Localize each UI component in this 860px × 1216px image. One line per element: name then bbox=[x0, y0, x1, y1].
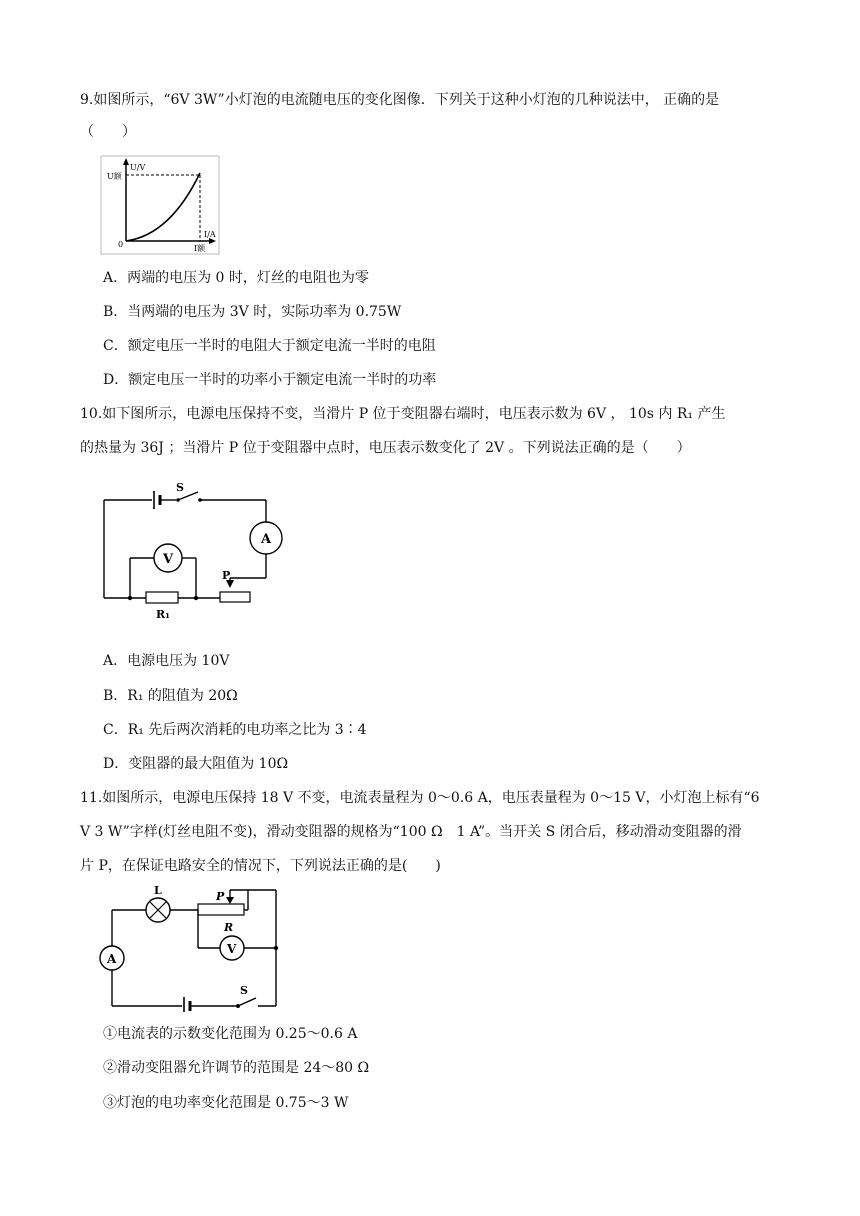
q11-switch-label: S bbox=[240, 984, 248, 997]
q10-circuit bbox=[98, 478, 298, 628]
q11-rheostat-label: R bbox=[224, 921, 234, 934]
q10-option-d: D．变阻器的最大阻值为 10Ω bbox=[103, 756, 289, 772]
q10-switch-label: S bbox=[176, 481, 184, 494]
q10-resistor-r1 bbox=[146, 592, 178, 603]
q9-curve bbox=[126, 173, 200, 241]
q11-switch bbox=[238, 998, 256, 1006]
q9-y-label: U/V bbox=[130, 163, 146, 172]
q9-iu-graph bbox=[100, 155, 220, 255]
q11-stem-line3: 片 P，在保证电路安全的情况下，下列说法正确的是( ) bbox=[80, 858, 441, 874]
q10-stem-line1: 10.如下图所示，电源电压保持不变，当滑片 P 位于变阻器右端时，电压表示数为 6V ， 10s 内 R₁ 产生 bbox=[80, 406, 726, 422]
q9-u-rated-mark: U额 bbox=[107, 172, 122, 181]
q11-rheostat bbox=[198, 904, 244, 915]
q9-option-b: B．当两端的电压为 3V 时，实际功率为 0.75W bbox=[103, 304, 402, 320]
q9-option-a: A．两端的电压为 0 时，灯丝的电阻也为零 bbox=[103, 270, 369, 286]
q11-statement-1: ①电流表的示数变化范围为 0.25～0.6 A bbox=[103, 1026, 358, 1042]
q10-option-a: A．电源电压为 10V bbox=[103, 653, 230, 669]
q9-x-label: I/A bbox=[204, 230, 216, 239]
q10-resistor-label: R₁ bbox=[156, 608, 170, 621]
q11-circuit bbox=[98, 882, 288, 1012]
q11-statement-3: ③灯泡的电功率变化范围是 0.75～3 W bbox=[103, 1095, 349, 1111]
q10-slider-label: P bbox=[222, 569, 231, 582]
q9-origin: 0 bbox=[118, 240, 124, 249]
q10-stem-line2: 的热量为 36J ；当滑片 P 位于变阻器中点时，电压表示数变化了 2V 。下列说法正确的是（ ） bbox=[80, 440, 691, 456]
q11-lamp-label: L bbox=[154, 884, 162, 897]
q9-stem-line1: 9.如图所示，“6V 3W”小灯泡的电流随电压的变化图像．下列关于这种小灯泡的几种说法中， 正确的是 bbox=[80, 92, 720, 108]
q10-option-c: C．R₁ 先后两次消耗的电功率之比为 3∶4 bbox=[103, 722, 367, 738]
q10-rheostat bbox=[220, 592, 250, 602]
q11-stem-line2: V 3 W”字样(灯丝电阻不变)，滑动变阻器的规格为“100 Ω 1 A”。当开关 S 闭合后，移动滑动变阻器的滑 bbox=[80, 824, 742, 840]
q11-voltmeter-label: V bbox=[227, 942, 237, 956]
q10-option-b: B．R₁ 的阻值为 20Ω bbox=[103, 688, 238, 704]
q11-statement-2: ②滑动变阻器允许调节的范围是 24～80 Ω bbox=[103, 1060, 370, 1076]
q11-ammeter-label: A bbox=[107, 952, 117, 966]
q9-stem-line2: （ ） bbox=[80, 124, 136, 140]
q9-option-d: D．额定电压一半时的功率小于额定电流一半时的功率 bbox=[103, 372, 437, 388]
q11-slider-label: P bbox=[216, 890, 225, 903]
q10-ammeter-label: A bbox=[261, 532, 272, 547]
q10-voltmeter-label: V bbox=[163, 552, 174, 567]
q9-option-c: C．额定电压一半时的电阻大于额定电流一半时的电阻 bbox=[103, 338, 436, 354]
q11-stem-line1: 11.如图所示，电源电压保持 18 V 不变，电流表量程为 0～0.6 A，电压表量程为 0～15 V，小灯泡上标有“6 bbox=[80, 790, 760, 806]
q9-i-rated-mark: I额 bbox=[194, 244, 206, 253]
